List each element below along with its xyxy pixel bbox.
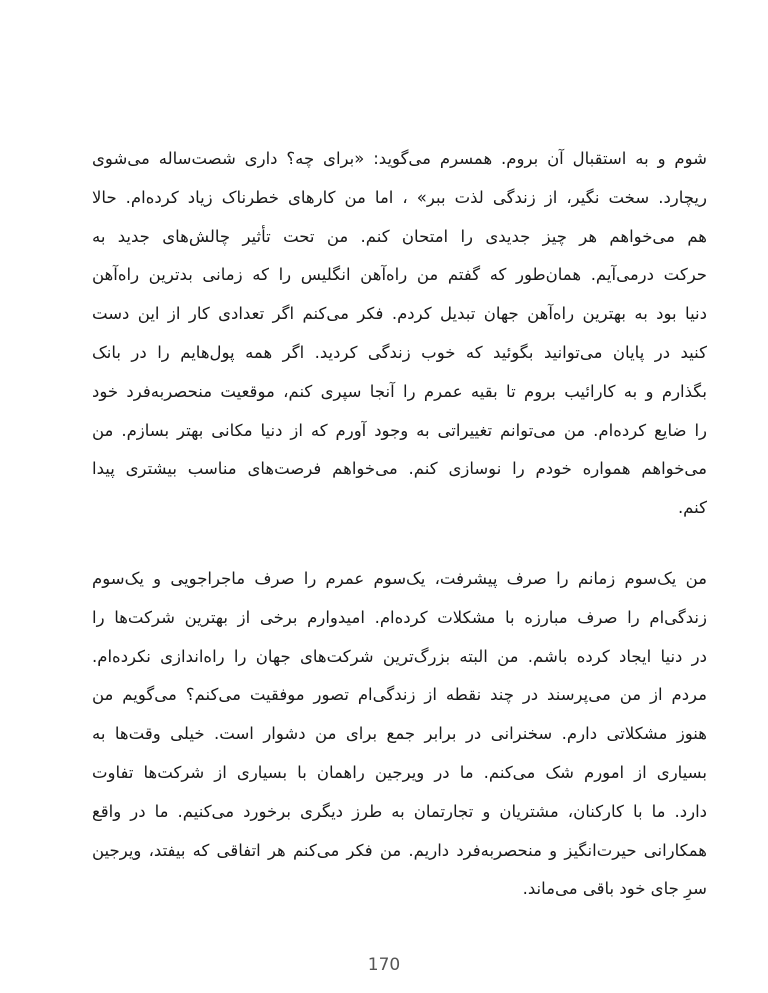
text-line: در دنیا ایجاد کرده باشم. من البته بزرگ‌ترین شرکت‌های جهان را راه‌اندازی نکرده‌ام.	[92, 646, 707, 666]
text-line: زندگی‌ام را صرف مبارزه با مشکلات کرده‌ام. امیدوارم برخی از بهترین شرکت‌ها را	[92, 607, 707, 627]
text-line: کنم.	[677, 498, 707, 518]
text-line: من یک‌سوم زمانم را صرف پیشرفت، یک‌سوم عمرم را صرف ماجراجویی و یک‌سوم	[92, 568, 707, 588]
text-line: بسیاری از امورم شک می‌کنم. ما در ویرجین راهمان با بسیاری از شرکت‌ها تفاوت	[92, 762, 707, 782]
paragraph	[92, 140, 707, 528]
text-line: هم می‌خواهم هر چیز جدیدی را امتحان کنم. من تحت تأثیر چالش‌های جدید به	[92, 226, 707, 246]
paragraph-spacer	[92, 528, 707, 560]
text-line: می‌خواهم همواره خودم را نوسازی کنم. می‌خواهم فرصت‌های مناسب بیشتری پیدا	[92, 459, 707, 479]
text-line: هنوز مشکلاتی دارم. سخنرانی در برابر جمع برای من دشوار است. خیلی وقت‌ها به	[92, 724, 707, 744]
text-line: دنیا بود به بهترین راه‌آهن جهان تبدیل کردم. فکر می‌کنم اگر تعدادی کار از این دست	[92, 304, 707, 324]
text-line: حرکت درمی‌آیم. همان‌طور که گفتم من راه‌آهن انگلیس را که زمانی بدترین راه‌آهن	[92, 265, 707, 285]
page-number: 170	[367, 955, 401, 975]
text-line: همکارانی حیرت‌انگیز و منحصربه‌فرد داریم. من فکر می‌کنم هر اتفاقی که بیفتد، ویرجین	[92, 840, 707, 860]
text-line: شوم و به استقبال آن بروم. همسرم می‌گوید: «برای چه؟ داری شصت‌ساله می‌شوی	[92, 149, 707, 168]
page-body	[92, 140, 707, 909]
text-line: بگذارم و به کارائیب بروم تا بقیه عمرم را آنجا سپری کنم، موقعیت منحصربه‌فرد خود	[92, 381, 707, 401]
text-line: را ضایع کرده‌ام. من می‌توانم تغییراتی به وجود آورم که از دنیا مکانی بهتر بسازم. من	[92, 420, 707, 440]
text-line: کنید در پایان می‌توانید بگوئید که خوب زندگی کردید. اگر همه پول‌هایم را در بانک	[92, 342, 707, 362]
text-line: مردم از من می‌پرسند در چند نقطه از زندگی‌ام تصور موفقیت می‌کنم؟ می‌گویم من	[92, 685, 707, 705]
text-line: ریچارد. سخت نگیر، از زندگی لذت ببر» ، اما من کارهای خطرناک زیاد کرده‌ام. حالا	[92, 187, 707, 207]
text-line: دارد. ما با کارکنان، مشتریان و تجارتمان به طرز دیگری برخورد می‌کنیم. ما در واقع	[92, 801, 707, 821]
paragraph	[92, 560, 707, 909]
text-line: سرِ جای خود باقی می‌ماند.	[522, 879, 707, 899]
